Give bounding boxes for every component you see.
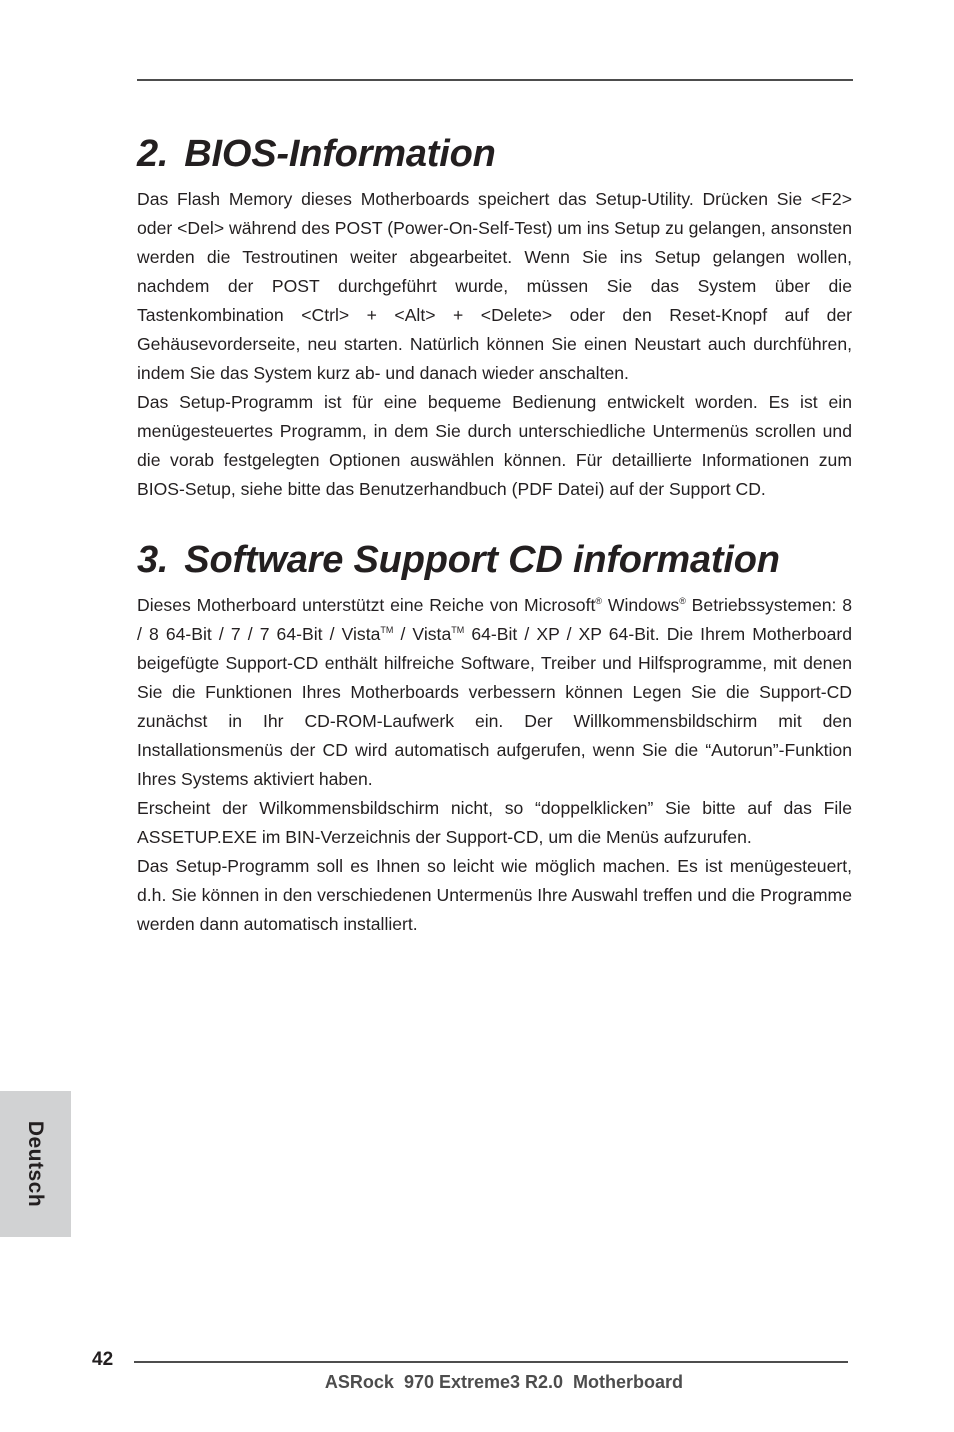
software-p1-text-d: / Vista — [393, 624, 452, 644]
page-number: 42 — [92, 1349, 114, 1370]
bios-paragraph-2: Das Setup-Programm ist für eine bequeme Bedienung entwickelt worden. Es ist ein menügesteuertes Programm, in dem Sie durch unterschiedliche Untermenüs scrollen und die vorab festgelegten Optionen auswählen können. Für detaillierte Informationen zum BIOS-Setup, siehe bitte das Benutzerhandbuch (PDF Datei) auf der Support CD. — [137, 392, 852, 499]
software-p1-text-b: Windows — [602, 595, 680, 615]
software-p1-text-e: 64-Bit / XP / XP 64-Bit. Die Ihrem Motherboard beigefügte Support-CD enthält hilfreiche Software, Treiber und Hilfsprogramme, mit denen Sie die Funktionen Ihres Motherboards verbessern können Legen Sie die Support-CD zunächst in Ihr CD-ROM-Laufwerk ein. Der Willkommensbildschirm mit den Installationsmenüs der CD wird automatisch aufgerufen, wenn Sie die “Autorun”-Funktion Ihres Systems aktiviert haben. — [137, 624, 852, 789]
bios-paragraph-1: Das Flash Memory dieses Motherboards speichert das Setup-Utility. Drücken Sie <F2> oder <Del> während des POST (Power-On-Self-Test) um ins Setup zu gelangen, ansonsten werden die Testroutinen weiter abgearbeitet. Wenn Sie ins Setup gelangen wollen, nachdem der POST durchgeführt wurde, müssen Sie das System über die Tastenkombination <Ctrl> + <Alt> + <Delete> oder den Reset-Knopf auf der Gehäusevorderseite, neu starten. Natürlich können Sie einen Neustart auch durchführen, indem Sie das System kurz ab- und danach wieder anschalten. — [137, 189, 852, 383]
bios-heading-title: BIOS-Information — [184, 133, 496, 175]
registered-mark: ® — [679, 596, 686, 606]
software-heading-title: Software Support CD information — [184, 539, 780, 581]
bios-heading-number: 2. — [137, 133, 169, 175]
software-p1-text-a: Dieses Motherboard unterstützt eine Reiche von Microsoft — [137, 595, 596, 615]
trademark-mark: TM — [380, 625, 394, 635]
software-paragraph-3: Das Setup-Programm soll es Ihnen so leicht wie möglich machen. Es ist menügesteuert, d.h. Sie können in den verschiedenen Untermenüs Ihre Auswahl treffen und die Programme werden dann automatisch installiert. — [137, 856, 852, 934]
software-heading-number: 3. — [137, 539, 169, 581]
language-side-tab-label: Deutsch — [24, 1120, 47, 1208]
registered-mark: ® — [595, 596, 603, 606]
software-section — [137, 536, 852, 939]
header-rule — [137, 79, 853, 81]
software-paragraph-2: Erscheint der Wilkommensbildschirm nicht, so “doppelklicken” Sie bitte auf das File ASSETUP.EXE im BIN-Verzeichnis der Support-CD, um die Menüs aufzurufen. — [137, 798, 852, 847]
software-p1-text-c: Betriebssystemen: 8 / 8 64-Bit / 7 / 7 64-Bit / Vista — [137, 595, 853, 644]
software-paragraph-1 — [137, 591, 852, 794]
bios-heading — [137, 130, 852, 178]
software-heading — [137, 536, 852, 584]
language-side-tab — [0, 1091, 71, 1237]
footer-product-name: ASRock 970 Extreme3 R2.0 Motherboard — [324, 1372, 684, 1392]
page-content — [137, 130, 852, 939]
footer-rule — [134, 1361, 848, 1363]
trademark-mark: TM — [451, 625, 465, 635]
bios-section — [137, 130, 852, 504]
